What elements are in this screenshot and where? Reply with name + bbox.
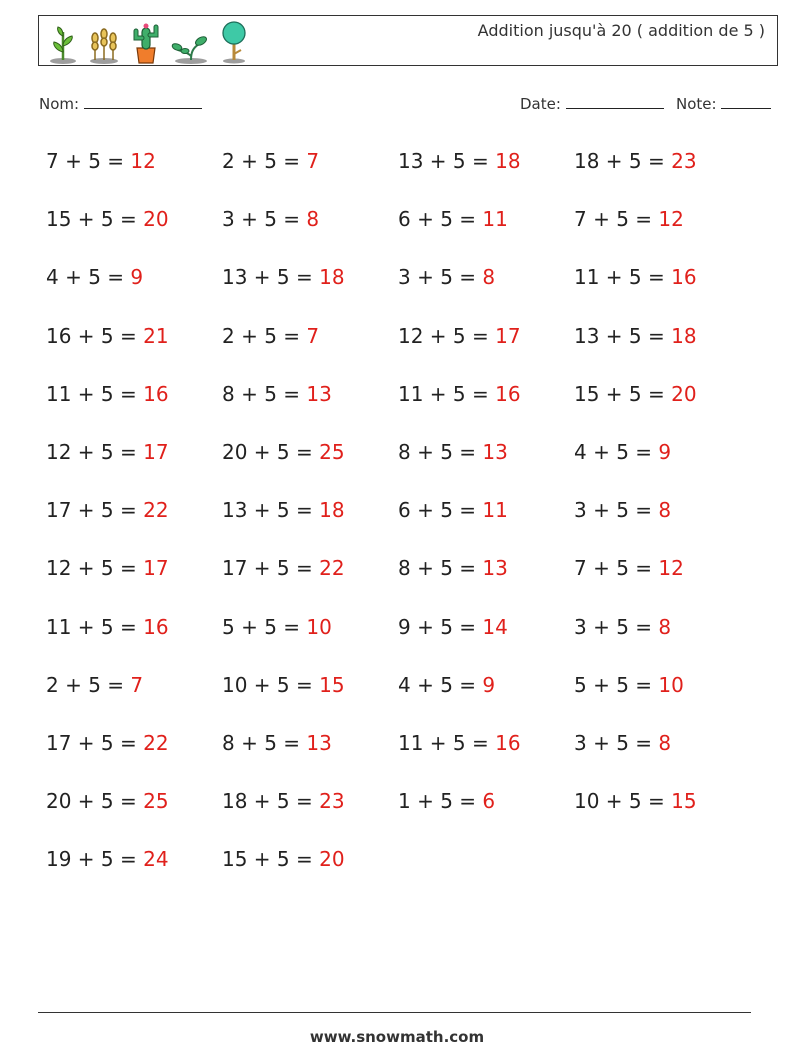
problem-item <box>222 553 398 611</box>
problem-question: 4 + 5 = <box>398 672 483 697</box>
problem-item <box>398 495 574 553</box>
problem-question: 12 + 5 = <box>46 439 144 464</box>
problem-answer: 12 <box>658 207 684 232</box>
grade-field[interactable] <box>676 94 771 113</box>
problem-question: 16 + 5 = <box>46 323 144 348</box>
problem-question: 9 + 5 = <box>398 614 483 639</box>
problem-item <box>222 146 398 204</box>
problem-item <box>222 495 398 553</box>
problem-item <box>46 262 222 320</box>
problem-answer: 20 <box>143 207 169 232</box>
problem-question: 15 + 5 = <box>574 381 672 406</box>
problem-item <box>222 379 398 437</box>
grade-blank[interactable] <box>721 94 771 109</box>
problem-item <box>398 437 574 495</box>
problem-answer: 18 <box>319 265 345 290</box>
problem-item <box>222 728 398 786</box>
tree-icon <box>219 20 249 64</box>
problem-question: 18 + 5 = <box>574 149 672 173</box>
problem-answer: 16 <box>495 381 521 406</box>
problem-answer: 7 <box>306 323 320 348</box>
problem-answer: 8 <box>658 730 672 755</box>
problem-answer: 11 <box>482 207 508 232</box>
problem-question: 13 + 5 = <box>222 498 320 523</box>
problem-item <box>222 786 398 844</box>
problem-answer: 24 <box>143 847 169 872</box>
name-blank[interactable] <box>84 94 202 109</box>
problem-item <box>222 670 398 728</box>
problem-item <box>574 670 750 728</box>
problem-item <box>574 612 750 670</box>
problem-answer: 6 <box>482 789 496 814</box>
problem-question: 7 + 5 = <box>574 556 659 581</box>
problem-question: 3 + 5 = <box>222 207 307 232</box>
problem-item <box>222 204 398 262</box>
problem-answer: 22 <box>319 556 345 581</box>
problem-item <box>398 262 574 320</box>
plant-sprout-icon <box>47 24 79 64</box>
problem-answer: 20 <box>319 847 345 872</box>
worksheet-title: Addition jusqu'à 20 ( addition de 5 ) <box>477 21 765 40</box>
problem-answer: 8 <box>658 498 672 523</box>
problem-answer: 17 <box>143 556 169 581</box>
problem-question: 2 + 5 = <box>222 323 307 348</box>
empty-cell <box>574 844 750 902</box>
problem-answer: 23 <box>671 149 697 173</box>
problem-grid <box>46 146 750 902</box>
problem-question: 2 + 5 = <box>46 672 131 697</box>
problem-question: 2 + 5 = <box>222 149 307 173</box>
problem-answer: 12 <box>658 556 684 581</box>
problem-answer: 25 <box>319 439 345 464</box>
problem-item <box>222 437 398 495</box>
problem-item <box>574 321 750 379</box>
problem-answer: 22 <box>143 730 169 755</box>
problem-answer: 9 <box>658 439 672 464</box>
problem-answer: 13 <box>306 381 332 406</box>
problem-question: 8 + 5 = <box>222 381 307 406</box>
problem-question: 10 + 5 = <box>222 672 320 697</box>
problem-answer: 8 <box>482 265 496 290</box>
footer-divider <box>38 1012 751 1013</box>
problem-question: 20 + 5 = <box>222 439 320 464</box>
problem-answer: 18 <box>319 498 345 523</box>
problem-item <box>398 786 574 844</box>
problem-answer: 16 <box>143 614 169 639</box>
problem-answer: 12 <box>130 149 156 173</box>
problem-answer: 16 <box>671 265 697 290</box>
problem-item <box>46 612 222 670</box>
problem-question: 12 + 5 = <box>46 556 144 581</box>
problem-question: 8 + 5 = <box>398 556 483 581</box>
problem-item <box>574 553 750 611</box>
problem-answer: 13 <box>482 439 508 464</box>
problem-answer: 7 <box>306 149 320 173</box>
problem-question: 1 + 5 = <box>398 789 483 814</box>
date-blank[interactable] <box>566 94 664 109</box>
cactus-pot-icon <box>129 20 163 64</box>
problem-item <box>222 262 398 320</box>
problem-answer: 11 <box>482 498 508 523</box>
problem-question: 8 + 5 = <box>222 730 307 755</box>
problem-question: 15 + 5 = <box>222 847 320 872</box>
problem-item <box>46 437 222 495</box>
problem-item <box>574 262 750 320</box>
problem-item <box>574 728 750 786</box>
seedling-icon <box>171 28 211 64</box>
date-field[interactable] <box>520 94 664 113</box>
problem-answer: 7 <box>130 672 144 697</box>
problem-answer: 15 <box>671 789 697 814</box>
problem-item <box>398 553 574 611</box>
problem-answer: 16 <box>495 730 521 755</box>
problem-answer: 8 <box>306 207 320 232</box>
problem-question: 7 + 5 = <box>46 149 131 173</box>
problem-question: 11 + 5 = <box>398 730 496 755</box>
problem-question: 17 + 5 = <box>46 730 144 755</box>
problem-question: 13 + 5 = <box>222 265 320 290</box>
problem-item <box>46 204 222 262</box>
problem-question: 12 + 5 = <box>398 323 496 348</box>
problem-answer: 10 <box>658 672 684 697</box>
problem-question: 7 + 5 = <box>574 207 659 232</box>
wheat-icon <box>87 24 121 64</box>
problem-item <box>46 670 222 728</box>
problem-item <box>398 612 574 670</box>
problem-answer: 18 <box>495 149 521 173</box>
problem-item <box>574 786 750 844</box>
problem-question: 17 + 5 = <box>46 498 144 523</box>
problem-question: 5 + 5 = <box>574 672 659 697</box>
date-label: Date: <box>520 95 561 113</box>
problem-item <box>222 844 398 902</box>
problem-item <box>398 204 574 262</box>
problem-item <box>574 204 750 262</box>
grade-label: Note: <box>676 95 717 113</box>
problem-answer: 14 <box>482 614 508 639</box>
problem-answer: 18 <box>671 323 697 348</box>
problem-question: 4 + 5 = <box>574 439 659 464</box>
problem-item <box>46 321 222 379</box>
problem-item <box>398 728 574 786</box>
problem-answer: 9 <box>130 265 144 290</box>
problem-question: 8 + 5 = <box>398 439 483 464</box>
problem-question: 3 + 5 = <box>574 498 659 523</box>
problem-answer: 13 <box>482 556 508 581</box>
problem-question: 18 + 5 = <box>222 789 320 814</box>
problem-item <box>46 786 222 844</box>
problem-answer: 25 <box>143 789 169 814</box>
problem-item <box>46 379 222 437</box>
problem-answer: 20 <box>671 381 697 406</box>
problem-item <box>574 379 750 437</box>
problem-answer: 22 <box>143 498 169 523</box>
problem-answer: 13 <box>306 730 332 755</box>
problem-item <box>398 321 574 379</box>
problem-question: 11 + 5 = <box>574 265 672 290</box>
problem-question: 4 + 5 = <box>46 265 131 290</box>
footer-url[interactable]: www.snowmath.com <box>309 1028 485 1046</box>
problem-question: 6 + 5 = <box>398 498 483 523</box>
name-label: Nom: <box>39 95 80 113</box>
problem-question: 11 + 5 = <box>46 614 144 639</box>
worksheet-header <box>38 15 778 66</box>
problem-answer: 15 <box>319 672 345 697</box>
problem-item <box>574 146 750 204</box>
problem-question: 3 + 5 = <box>574 614 659 639</box>
problem-answer: 16 <box>143 381 169 406</box>
problem-item <box>46 728 222 786</box>
problem-answer: 17 <box>143 439 169 464</box>
problem-item <box>222 612 398 670</box>
problem-question: 10 + 5 = <box>574 789 672 814</box>
problem-item <box>222 321 398 379</box>
problem-item <box>46 146 222 204</box>
problem-item <box>46 495 222 553</box>
problem-question: 6 + 5 = <box>398 207 483 232</box>
problem-question: 3 + 5 = <box>398 265 483 290</box>
problem-item <box>46 553 222 611</box>
problem-question: 13 + 5 = <box>398 149 496 173</box>
problem-item <box>398 670 574 728</box>
problem-question: 11 + 5 = <box>398 381 496 406</box>
problem-question: 5 + 5 = <box>222 614 307 639</box>
problem-item <box>574 437 750 495</box>
empty-cell <box>398 844 574 902</box>
problem-item <box>398 379 574 437</box>
name-field[interactable] <box>39 94 202 113</box>
problem-answer: 8 <box>658 614 672 639</box>
problem-answer: 17 <box>495 323 521 348</box>
problem-question: 17 + 5 = <box>222 556 320 581</box>
problem-answer: 23 <box>319 789 345 814</box>
problem-question: 19 + 5 = <box>46 847 144 872</box>
problem-question: 3 + 5 = <box>574 730 659 755</box>
problem-item <box>46 844 222 902</box>
problem-question: 13 + 5 = <box>574 323 672 348</box>
problem-item <box>398 146 574 204</box>
problem-item <box>574 495 750 553</box>
problem-answer: 21 <box>143 323 169 348</box>
header-icons <box>47 20 249 64</box>
problem-question: 20 + 5 = <box>46 789 144 814</box>
problem-answer: 9 <box>482 672 496 697</box>
problem-question: 11 + 5 = <box>46 381 144 406</box>
problem-answer: 10 <box>306 614 332 639</box>
problem-question: 15 + 5 = <box>46 207 144 232</box>
